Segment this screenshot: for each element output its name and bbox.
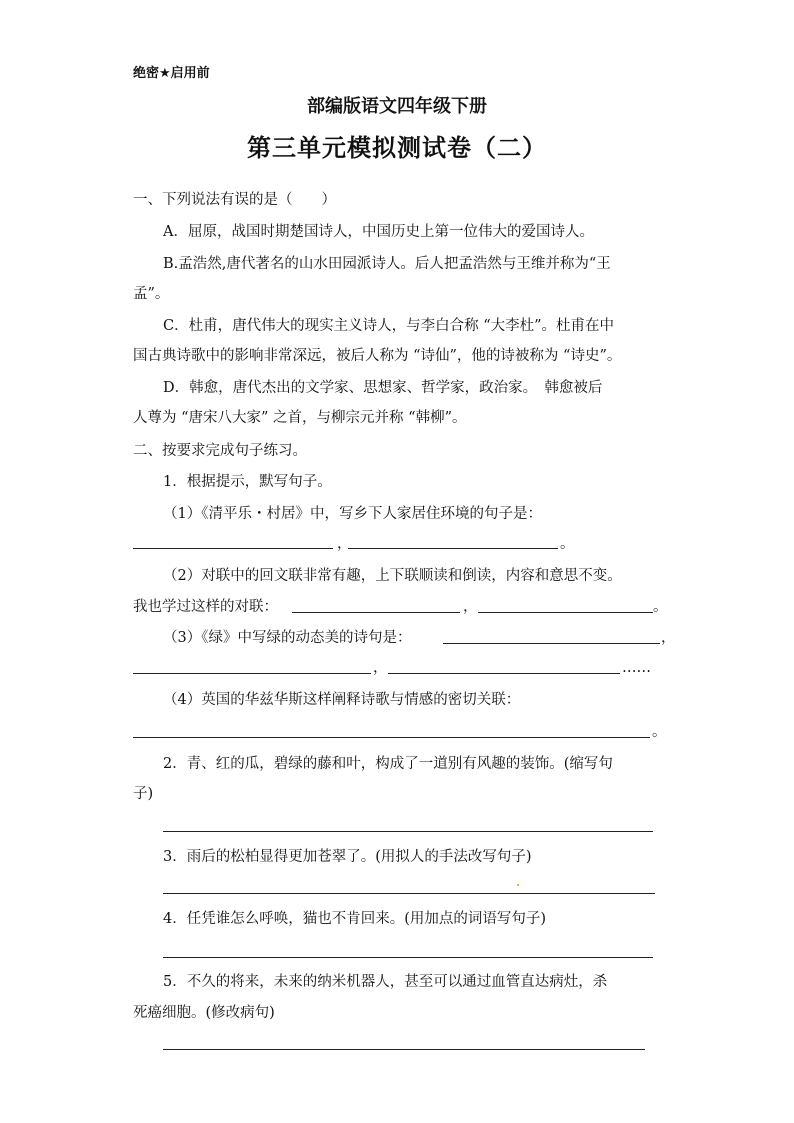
q1-stem: 一、下列说法有误的是（ ）: [133, 192, 336, 208]
q1-option-c-line1: C．杜甫，唐代伟大的现实主义诗人，与李白合称 “大李杜”。杜甫在中: [163, 318, 615, 334]
answer-blank[interactable]: [388, 673, 620, 674]
q2-sub1-2-line1: （2）对联中的回文联非常有趣，上下联顺读和倒读，内容和意思不变。: [163, 568, 622, 584]
answer-blank[interactable]: [133, 737, 650, 738]
q1-option-d-line1: D．韩愈，唐代杰出的文学家、思想家、哲学家，政治家。 韩愈被后: [163, 380, 603, 396]
q2-sub4: 4．任凭谁怎么呼唤，猫也不肯回来。(用加点的词语写句子): [163, 911, 547, 927]
q2-sub1: 1．根据提示，默写句子。: [163, 474, 332, 490]
comma: ，: [463, 599, 478, 615]
answer-blank[interactable]: [478, 612, 653, 613]
q2-sub1-3: （3）《绿》中写绿的动态美的诗句是：: [163, 630, 412, 646]
q2-sub3: 3．雨后的松柏显得更加苍翠了。(用拟人的手法改写句子): [163, 849, 532, 865]
q1-option-b-line2: 孟”。: [133, 286, 170, 302]
q1-option-b-line1: B.孟浩然,唐代著名的山水田园派诗人。后人把孟浩然与王维并称为“王: [163, 256, 611, 272]
period: 。: [560, 536, 575, 552]
q1-option-c-line2: 国古典诗歌中的影响非常深远，被后人称为 “诗仙”，他的诗被称为 “诗史”。: [133, 348, 622, 364]
ink-dot: [517, 884, 519, 886]
comma: ，: [337, 536, 352, 552]
answer-line[interactable]: [163, 893, 655, 894]
paper-subtitle: 部编版语文四年级下册: [307, 96, 487, 117]
answer-blank[interactable]: [133, 548, 333, 549]
q2-sub2-line1: 2．青、红的瓜，碧绿的藤和叶，构成了一道别有风趣的装饰。(缩写句: [163, 756, 613, 772]
comma: ，: [661, 630, 676, 646]
q1-option-d-line2: 人尊为 “唐宋八大家” 之首，与柳宗元并称 “韩柳”。: [133, 410, 467, 426]
q2-sub1-1: （1）《清平乐・村居》中，写乡下人家居住环境的句子是：: [163, 506, 542, 522]
comma: ，: [373, 660, 388, 676]
page-title: 第三单元模拟测试卷（二）: [247, 133, 547, 162]
answer-line[interactable]: [163, 1049, 645, 1050]
period: 。: [652, 724, 667, 740]
period: 。: [653, 599, 668, 615]
ellipsis: ……: [622, 660, 651, 676]
q2-sub1-2-line2: 我也学过这样的对联：: [133, 599, 278, 615]
answer-blank[interactable]: [348, 548, 558, 549]
q1-option-a: A．屈原，战国时期楚国诗人，中国历史上第一位伟大的爱国诗人。: [163, 224, 594, 240]
confidential-mark: 绝密★启用前: [133, 66, 210, 81]
answer-line[interactable]: [163, 957, 653, 958]
answer-blank[interactable]: [443, 643, 660, 644]
q2-sub1-4: （4）英国的华兹华斯这样阐释诗歌与情感的密切关联：: [163, 692, 521, 708]
q2-sub5-line1: 5．不久的将来，未来的纳米机器人，甚至可以通过血管直达病灶，杀: [163, 974, 608, 990]
answer-blank[interactable]: [292, 612, 460, 613]
answer-blank[interactable]: [133, 673, 371, 674]
q2-stem: 二、按要求完成句子练习。: [133, 443, 307, 459]
q2-sub2-line2: 子): [133, 786, 154, 802]
q2-sub5-line2: 死癌细胞。(修改病句): [133, 1005, 275, 1021]
answer-line[interactable]: [163, 831, 653, 832]
